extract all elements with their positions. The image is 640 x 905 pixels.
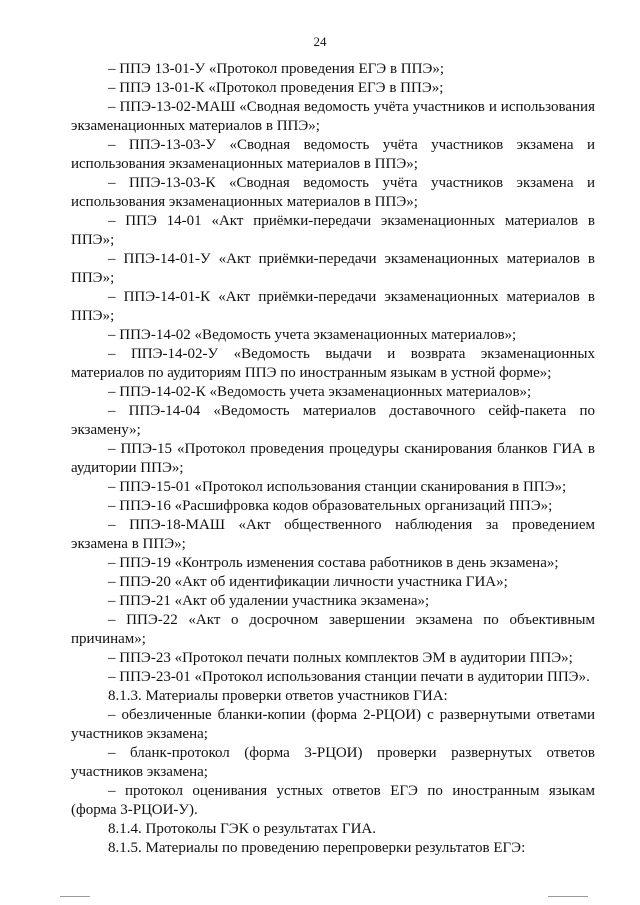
section-heading-8-1-4: 8.1.4. Протоколы ГЭК о результатах ГИА. [108, 821, 377, 837]
list-item-ppe-15: – ППЭ-15 «Протокол проведения процедуры сканирования бланков ГИА в аудитории ППЭ»; [71, 441, 595, 476]
list-item-ppe-14-01-k: – ППЭ-14-01-К «Акт приёмки-передачи экзаменационных материалов в ППЭ»; [71, 289, 595, 324]
list-item-ppe-13-01-k: – ППЭ 13-01-К «Протокол проведения ЕГЭ в ППЭ»; [108, 80, 444, 96]
list-item-ppe-14-01-u: – ППЭ-14-01-У «Акт приёмки-передачи экзаменационных материалов в ППЭ»; [71, 251, 595, 286]
list-item-form-2-rcoi: – обезличенные бланки-копии (форма 2-РЦОИ) с развернутыми ответами участников экзамена; [71, 707, 595, 742]
list-item-ppe-14-01: – ППЭ 14-01 «Акт приёмки-передачи экзаменационных материалов в ППЭ»; [71, 213, 595, 248]
list-item-ppe-19: – ППЭ-19 «Контроль изменения состава работников в день экзамена»; [108, 555, 559, 571]
list-item-ppe-20: – ППЭ-20 «Акт об идентификации личности участника ГИА»; [108, 574, 508, 590]
list-item-ppe-13-03-k: – ППЭ-13-03-К «Сводная ведомость учёта участников экзамена и использования экзаменационных материалов в ППЭ»; [71, 175, 595, 210]
section-heading-8-1-3: 8.1.3. Материалы проверки ответов участников ГИА: [108, 688, 448, 704]
page-number: 24 [313, 34, 327, 49]
list-item-ppe-18-mash: – ППЭ-18-МАШ «Акт общественного наблюдения за проведением экзамена в ППЭ»; [71, 517, 595, 552]
list-item-ppe-13-03-u: – ППЭ-13-03-У «Сводная ведомость учёта участников экзамена и использования экзаменационных материалов в ППЭ»; [71, 137, 595, 172]
list-item-ppe-23-01: – ППЭ-23-01 «Протокол использования станции печати в аудитории ППЭ». [108, 669, 590, 685]
scan-edge-mark-right [548, 896, 588, 897]
list-item-ppe-13-01-u: – ППЭ 13-01-У «Протокол проведения ЕГЭ в ППЭ»; [108, 61, 445, 77]
document-body [71, 60, 595, 858]
list-item-ppe-14-04: – ППЭ-14-04 «Ведомость материалов доставочного сейф-пакета по экзамену»; [71, 403, 595, 438]
list-item-form-3-rcoi-u: – протокол оценивания устных ответов ЕГЭ по иностранным языкам (форма 3-РЦОИ-У). [71, 783, 595, 818]
list-item-ppe-14-02-k: – ППЭ-14-02-К «Ведомость учета экзаменационных материалов»; [108, 384, 532, 400]
list-item-ppe-16: – ППЭ-16 «Расшифровка кодов образовательных организаций ППЭ»; [108, 498, 553, 514]
list-item-ppe-22: – ППЭ-22 «Акт о досрочном завершении экзамена по объективным причинам»; [71, 612, 595, 647]
list-item-form-3-rcoi: – бланк-протокол (форма 3-РЦОИ) проверки развернутых ответов участников экзамена; [71, 745, 595, 780]
list-item-ppe-14-02: – ППЭ-14-02 «Ведомость учета экзаменационных материалов»; [108, 327, 517, 343]
list-item-ppe-21: – ППЭ-21 «Акт об удалении участника экзамена»; [108, 593, 430, 609]
scan-edge-mark-left [60, 896, 90, 897]
list-item-ppe-23: – ППЭ-23 «Протокол печати полных комплектов ЭМ в аудитории ППЭ»; [108, 650, 573, 666]
list-item-ppe-14-02-u: – ППЭ-14-02-У «Ведомость выдачи и возврата экзаменационных материалов по аудиториям ППЭ по иностранным языкам в устной форме»; [71, 346, 595, 381]
list-item-ppe-15-01: – ППЭ-15-01 «Протокол использования станции сканирования в ППЭ»; [108, 479, 567, 495]
list-item-ppe-13-02-mash: – ППЭ-13-02-МАШ «Сводная ведомость учёта участников и использования экзаменационных материалов в ППЭ»; [71, 99, 595, 134]
section-heading-8-1-5: 8.1.5. Материалы по проведению перепроверки результатов ЕГЭ: [108, 840, 526, 856]
